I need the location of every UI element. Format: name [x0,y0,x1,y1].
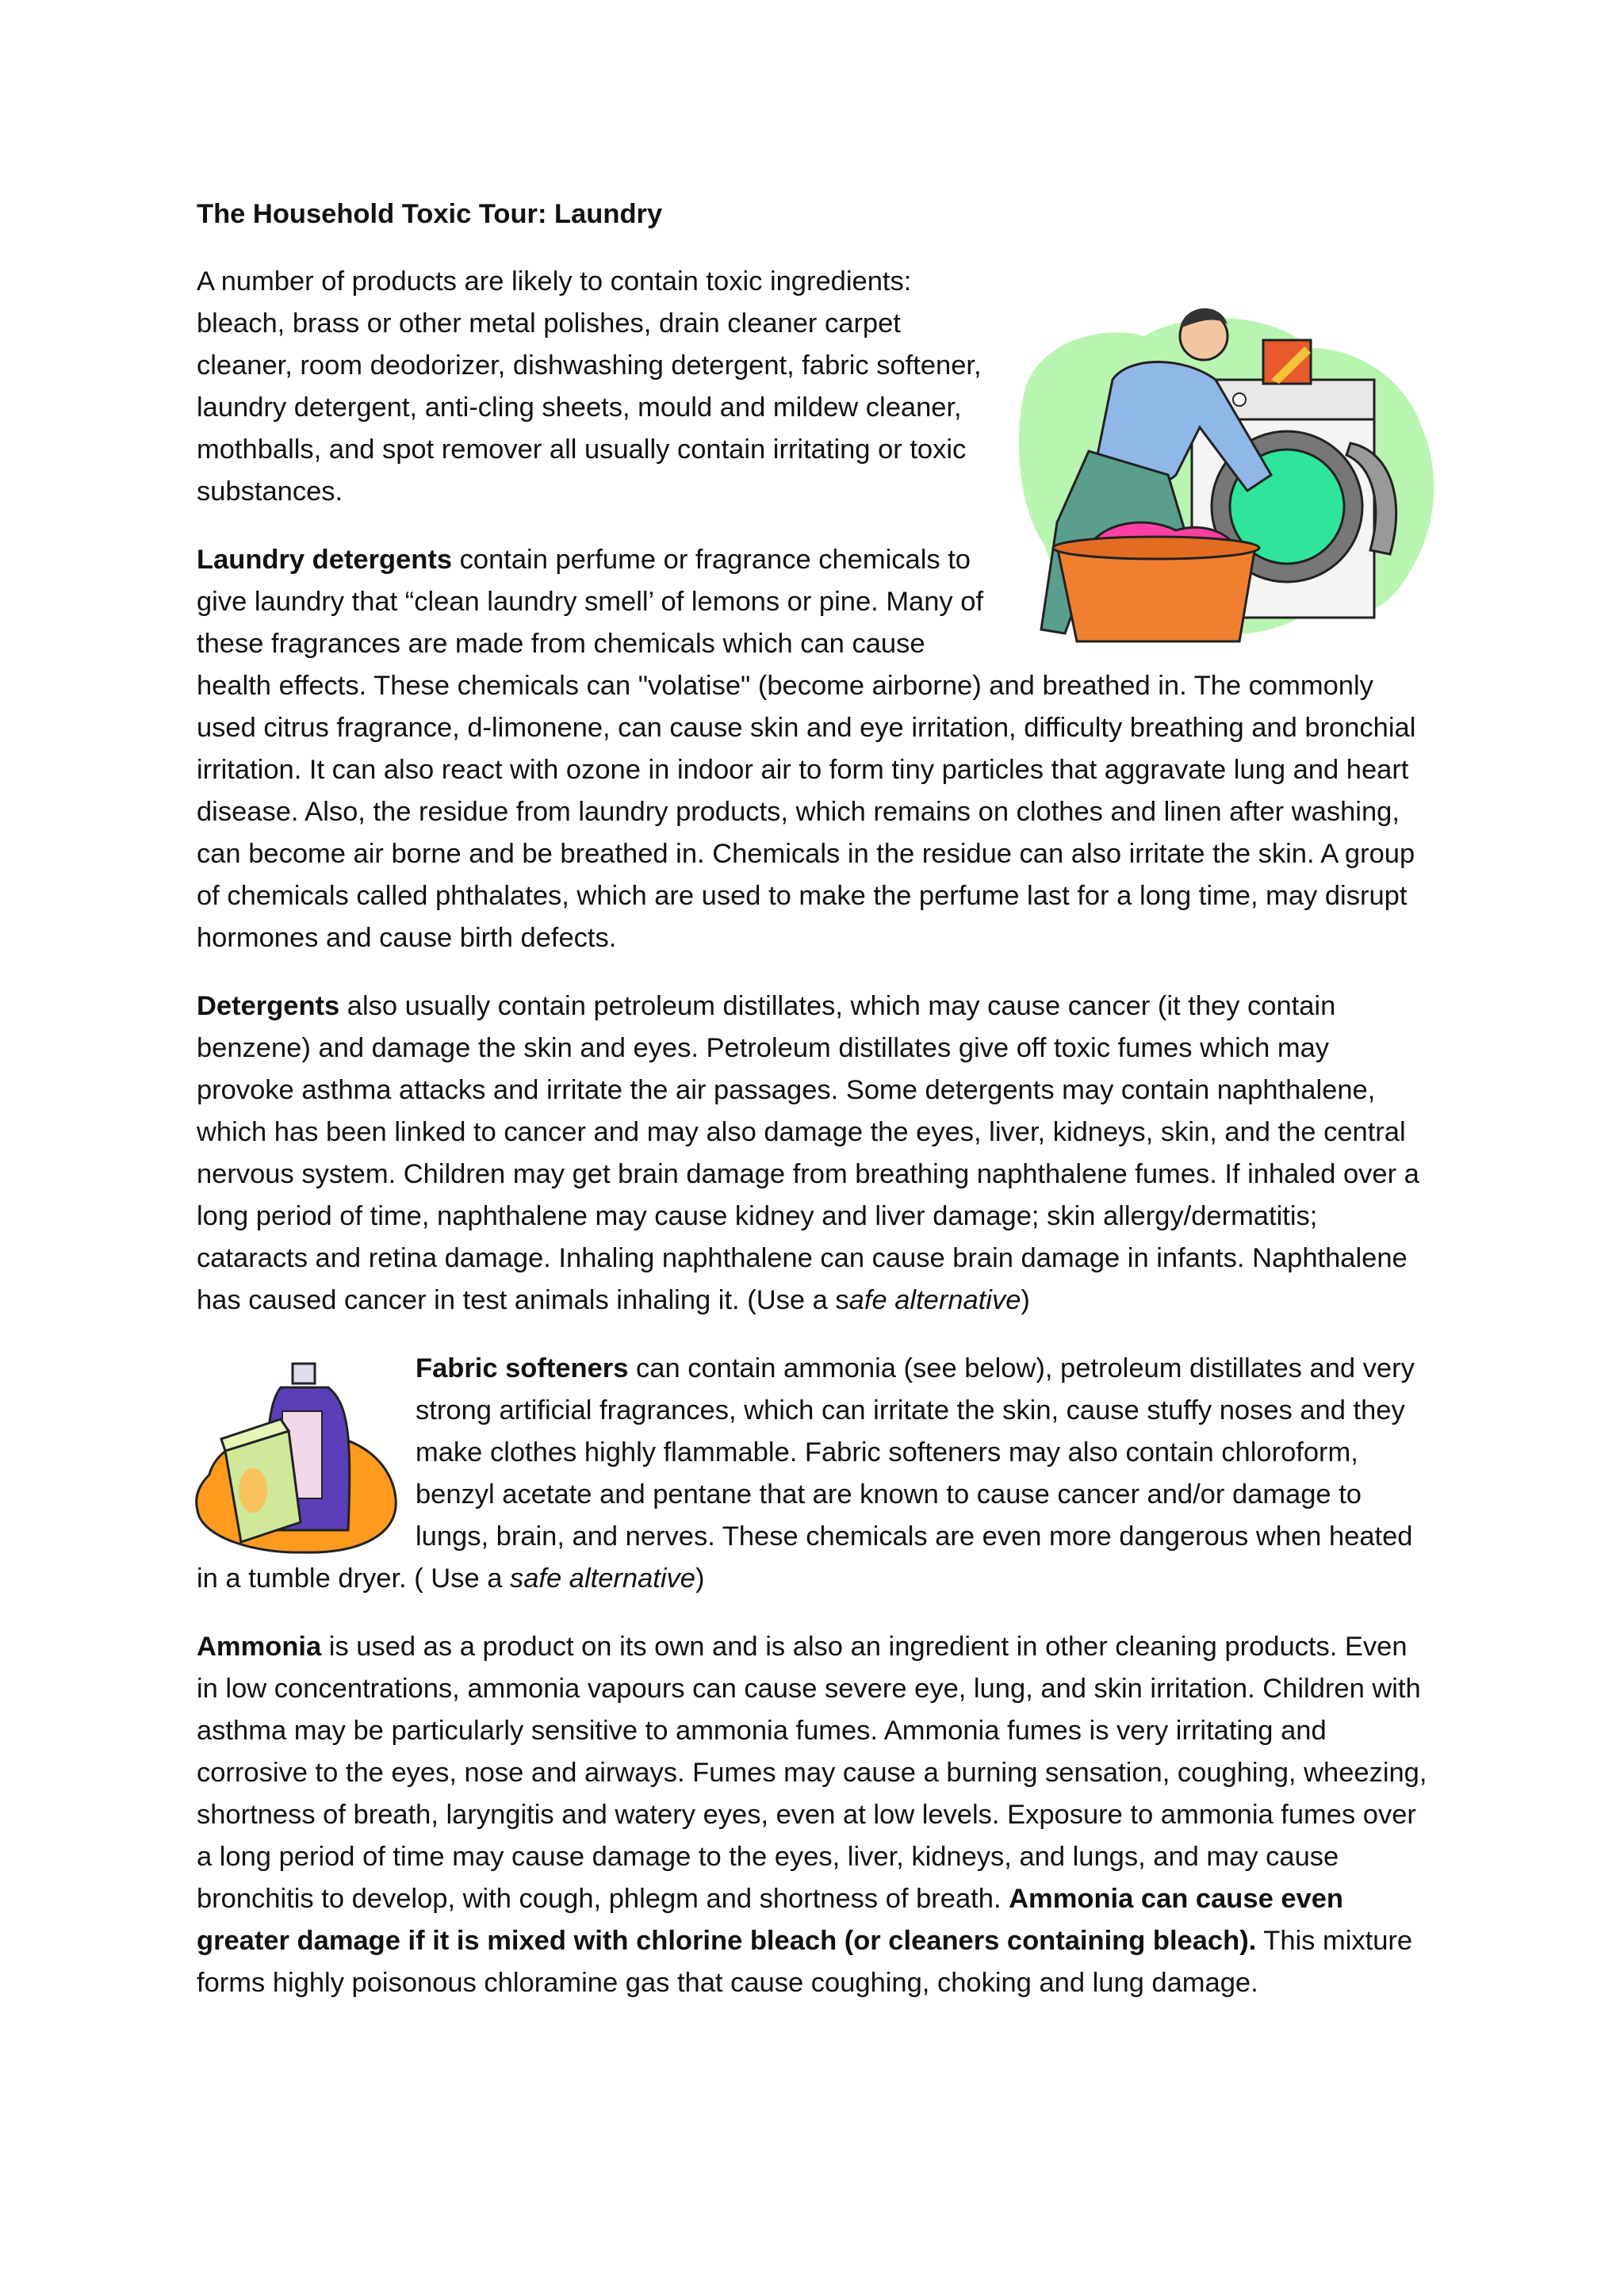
page-title: The Household Toxic Tour: Laundry [197,199,663,229]
washing-machine-illustration [1009,293,1442,665]
detergents-paragraph [197,985,1434,1322]
detergents-end: ) [1021,1285,1030,1315]
ammonia-heading: Ammonia [197,1632,322,1662]
intro-paragraph: A number of products are likely to contain toxic ingredients: bleach, brass or other metal polishes, drain cleaner carpet cleaner, room deodorizer, dishwashing detergent, fabric softener, laundry detergent, anti-cling sheets, mould and mildew cleaner, mothballs, and spot remover all usually contain irritating or toxic substances. [197,266,982,507]
softeners-safe-alternative-link[interactable]: safe alternative [510,1563,695,1594]
fabric-softeners-body: can contain ammonia (see below), petroleum distillates and very strong artificial fragrances, which can irritate the skin, cause stuffy noses and they make clothes highly flammable. Fabric softeners may also contain chloroform, benzyl acetate and pentane that are known to cause cancer and/or damage to lungs, brain, and nerves. These chemicals are even more dangerous when heated in a tumble dryer. ( Use a [197,1353,1415,1594]
ammonia-paragraph [197,1626,1434,2004]
detergents-safe-alternative-link[interactable]: afe alternative [848,1285,1021,1315]
softeners-end: ) [695,1563,705,1594]
detergents-heading: Detergents [197,991,340,1021]
ammonia-body: is used as a product on its own and is also an ingredient in other cleaning products. Even in low concentrations, ammonia vapours can cause severe eye, lung, and skin irritation. Children with asthma may be particularly sensitive to ammonia fumes. Ammonia fumes is very irritating and corrosive to the eyes, nose and airways. Fumes may cause a burning sensation, coughing, wheezing, shortness of breath, laryngitis and watery eyes, even at low levels. Exposure to ammonia fumes over a long period of time may cause damage to the eyes, liver, kidneys, and lungs, and may cause bronchitis to develop, with cough, phlegm and shortness of breath. [197,1632,1427,1914]
document-page [197,193,1434,2030]
fabric-softener-illustration [193,1356,400,1558]
laundry-detergents-body: contain perfume or fragrance chemicals to give laundry that “clean laundry smell’ of lemons or pine. Many of these fragrances are made from chemicals which can cause health effects. These chemicals can "volatise" (become airborne) and breathed in. The commonly used citrus fragrance, d-limonene, can cause skin and eye irritation, difficulty breathing and bronchial irritation. It can also react with ozone in indoor air to form tiny particles that aggravate lung and heart disease. Also, the residue from laundry products, which remains on clothes and linen after washing, can become air borne and be breathed in. Chemicals in the residue can also irritate the skin. A group of chemicals called phthalates, which are used to make the perfume last for a long time, may disrupt hormones and cause birth defects. [197,545,1416,953]
fabric-softeners-heading: Fabric softeners [416,1353,629,1383]
detergents-body: also usually contain petroleum distillates, which may cause cancer (it they contain benzene) and damage the skin and eyes. Petroleum distillates give off toxic fumes which may provoke asthma attacks and irritate the air passages. Some detergents may contain naphthalene, which has been linked to cancer and may also damage the eyes, liver, kidneys, skin, and the central nervous system. Children may get brain damage from breathing naphthalene fumes. If inhaled over a long period of time, naphthalene may cause kidney and liver damage; skin allergy/dermatitis; cataracts and retina damage. Inhaling naphthalene can cause brain damage in infants. Naphthalene has caused cancer in test animals inhaling it. (Use a s [197,991,1419,1315]
ammonia-end: This mixture forms highly poisonous chloramine gas that cause coughing, choking and lung damage. [197,1926,1413,1998]
ammonia-warning: Ammonia can cause even greater damage if it is mixed with chlorine bleach (or cleaners containing bleach). [197,1884,1343,1956]
laundry-detergents-heading: Laundry detergents [197,545,453,575]
